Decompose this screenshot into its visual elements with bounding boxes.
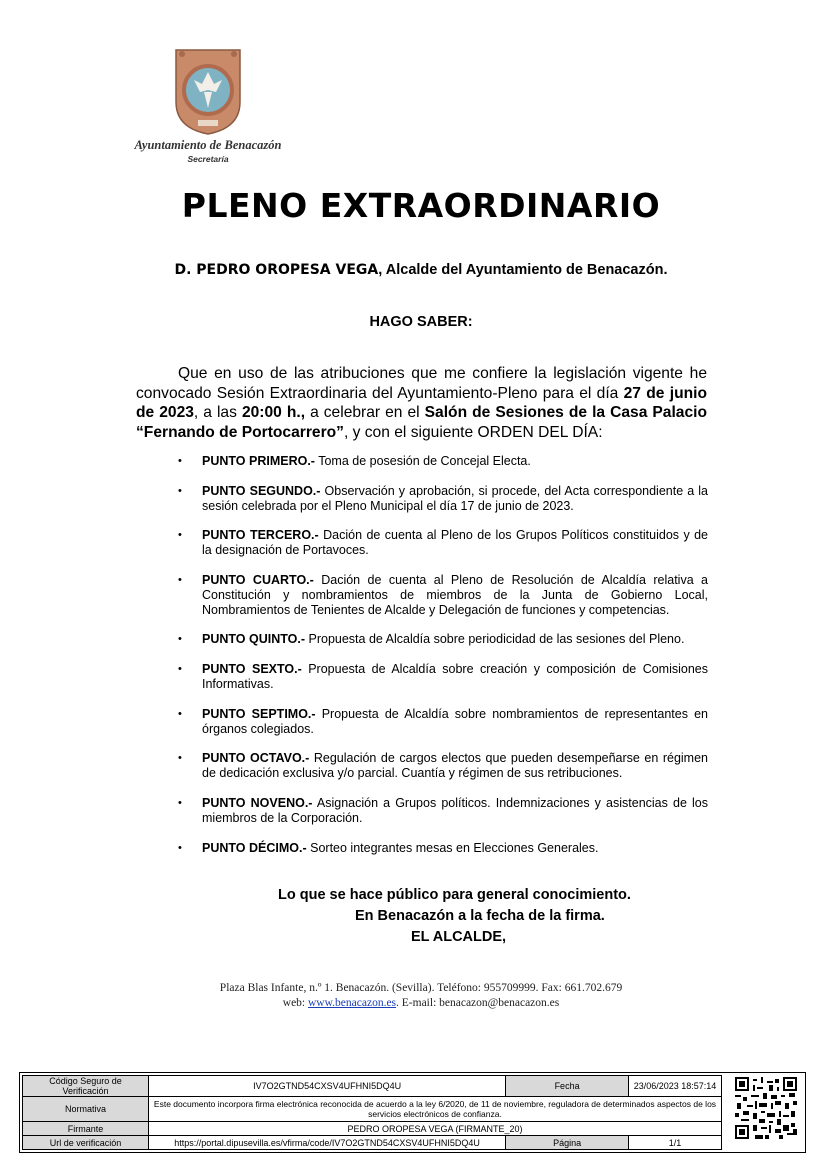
- signer-label: Firmante: [23, 1122, 149, 1136]
- agenda-item-text: Propuesta de Alcaldía sobre periodicidad de las sesiones del Pleno.: [305, 632, 685, 647]
- agenda-item-text: Dación de cuenta al Pleno de los Grupos Políticos constituidos y de la designación de Portavoces.: [202, 528, 709, 558]
- intro-text: , a las: [193, 404, 242, 422]
- agenda-item: [178, 841, 708, 856]
- url-label: Url de verificación: [23, 1136, 149, 1150]
- verification-table: [22, 1075, 722, 1150]
- bullet-icon: •: [178, 455, 182, 467]
- page-label: Página: [506, 1136, 629, 1150]
- agenda-item-label: PUNTO SEPTIMO.-: [202, 706, 316, 721]
- agenda-item-text: Propuesta de Alcaldía sobre creación y composición de Comisiones Informativas.: [202, 662, 708, 691]
- signature-title: EL ALCALDE,: [411, 929, 507, 945]
- bullet-icon: •: [178, 841, 182, 854]
- agenda-item: [178, 484, 708, 514]
- table-row: [23, 1076, 722, 1097]
- agenda-item: [178, 573, 708, 617]
- email-text: . E-mail: benacazon@benacazon.es: [396, 997, 560, 1009]
- mayor-name: D. PEDRO OROPESA VEGA: [174, 262, 379, 278]
- verification-code: IV7O2GTND54CXSV4UFHNI5DQ4U: [148, 1076, 505, 1097]
- agenda-item-label: PUNTO SEGUNDO.-: [202, 483, 321, 498]
- closing-line-1: Lo que se hace público para general conocimiento.: [278, 887, 631, 903]
- agenda-item-label: PUNTO TERCERO.-: [202, 528, 319, 543]
- org-name: Ayuntamiento de Benacazón: [134, 138, 282, 152]
- agenda-item: [178, 751, 708, 781]
- bullet-icon: •: [178, 573, 182, 586]
- agenda-item-label: PUNTO SEXTO.-: [202, 662, 302, 677]
- agenda-item-text: Observación y aprobación, si procede, del Acta correspondiente a la sesión celebrada por el Pleno Municipal el día 17 de junio de 2023.: [202, 483, 708, 513]
- agenda-item-label: PUNTO DÉCIMO.-: [202, 840, 307, 855]
- mayor-role: , Alcalde del Ayuntamiento de Benacazón.: [378, 262, 668, 278]
- verification-url[interactable]: https://portal.dipusevilla.es/vfirma/code/IV7O2GTND54CXSV4UFHNI5DQ4U: [148, 1136, 505, 1150]
- agenda-item: [178, 632, 708, 647]
- org-department: Secretaría: [187, 154, 229, 164]
- footer-address: [0, 981, 826, 1011]
- signer-name: PEDRO OROPESA VEGA (FIRMANTE_20): [148, 1122, 721, 1136]
- coat-of-arms-logo: [168, 44, 248, 136]
- agenda-item-text: Sorteo integrantes mesas en Elecciones Generales.: [306, 840, 599, 855]
- agenda-item-label: PUNTO PRIMERO.-: [202, 454, 315, 468]
- page-number: 1/1: [628, 1136, 721, 1150]
- intro-paragraph: [136, 364, 707, 442]
- closing-line-2: En Benacazón a la fecha de la firma.: [355, 908, 605, 924]
- hago-saber-heading: HAGO SABER:: [369, 314, 473, 330]
- address-line: Plaza Blas Infante, n.º 1. Benacazón. (Sevilla). Teléfono: 955709999. Fax: 661.702.679: [219, 982, 623, 994]
- mayor-line: [0, 262, 826, 278]
- code-label: Código Seguro de Verificación: [23, 1076, 149, 1097]
- signature-date: 23/06/2023 18:57:14: [628, 1076, 721, 1097]
- agenda-item: [178, 796, 708, 826]
- agenda-item-text: Regulación de cargos electos que pueden desempeñarse en régimen de dedicación exclusiva y/o parcial. Cuantía y régimen de sus retribuciones.: [202, 751, 708, 781]
- agenda-item: [178, 528, 708, 558]
- intro-text: a celebrar en el: [305, 404, 425, 422]
- page-title: PLENO EXTRAORDINARIO: [181, 186, 661, 225]
- agenda-item-label: PUNTO NOVENO.-: [202, 795, 313, 810]
- web-label: web:: [282, 997, 308, 1009]
- norm-label: Normativa: [23, 1097, 149, 1122]
- agenda-item-text: Toma de posesión de Concejal Electa.: [314, 454, 531, 468]
- date-label: Fecha: [506, 1076, 629, 1097]
- agenda-item: [178, 454, 708, 469]
- norm-text: Este documento incorpora firma electrónica reconocida de acuerdo a la ley 6/2020, de 11 de noviembre, reguladora de determinados aspectos de los servicios electrónicos de confianza.: [148, 1097, 721, 1122]
- bullet-icon: •: [178, 752, 182, 765]
- bullet-icon: •: [178, 529, 182, 542]
- agenda-list: [178, 454, 708, 855]
- agenda-item-label: PUNTO CUARTO.-: [202, 572, 314, 587]
- bullet-icon: •: [178, 484, 182, 497]
- agenda-item-label: PUNTO QUINTO.-: [202, 632, 306, 647]
- intro-text: , y con el siguiente ORDEN DEL DÍA:: [343, 423, 603, 441]
- agenda-item: [178, 662, 708, 692]
- qr-code-icon: [735, 1077, 797, 1139]
- bullet-icon: •: [178, 633, 182, 646]
- agenda-item-text: Propuesta de Alcaldía sobre nombramientos de representantes en órganos colegiados.: [202, 706, 708, 736]
- agenda-item-text: Asignación a Grupos políticos. Indemnizaciones y asistencias de los miembros de la Corporación.: [202, 795, 708, 825]
- bullet-icon: •: [178, 707, 182, 720]
- agenda-item: [178, 707, 708, 737]
- session-time: 20:00 h.,: [241, 404, 306, 422]
- table-row: [23, 1136, 722, 1150]
- session-place: Salón de Sesiones de la Casa Palacio “Fernando de Portocarrero”: [136, 404, 708, 441]
- bullet-icon: •: [178, 796, 182, 809]
- bullet-icon: •: [178, 663, 182, 676]
- website-link[interactable]: www.benacazon.es: [308, 997, 397, 1009]
- intro-text: Que en uso de las atribuciones que me confiere la legislación vigente he convocado Sesión Extraordinaria del Ayuntamiento-Pleno para el día: [136, 365, 707, 402]
- agenda-item-label: PUNTO OCTAVO.-: [202, 751, 310, 766]
- session-date: 27 de junio de 2023: [136, 384, 707, 422]
- table-row: [23, 1122, 722, 1136]
- contact-line: [0, 996, 826, 1011]
- agenda-item-text: Dación de cuenta al Pleno de Resolución de Alcaldía relativa a Constitución y nombramientos de miembros de la Junta de Gobierno Local, Nombramientos de Tenientes de Alcalde y Delegación de funciones y competencias.: [202, 572, 709, 617]
- table-row: [23, 1097, 722, 1122]
